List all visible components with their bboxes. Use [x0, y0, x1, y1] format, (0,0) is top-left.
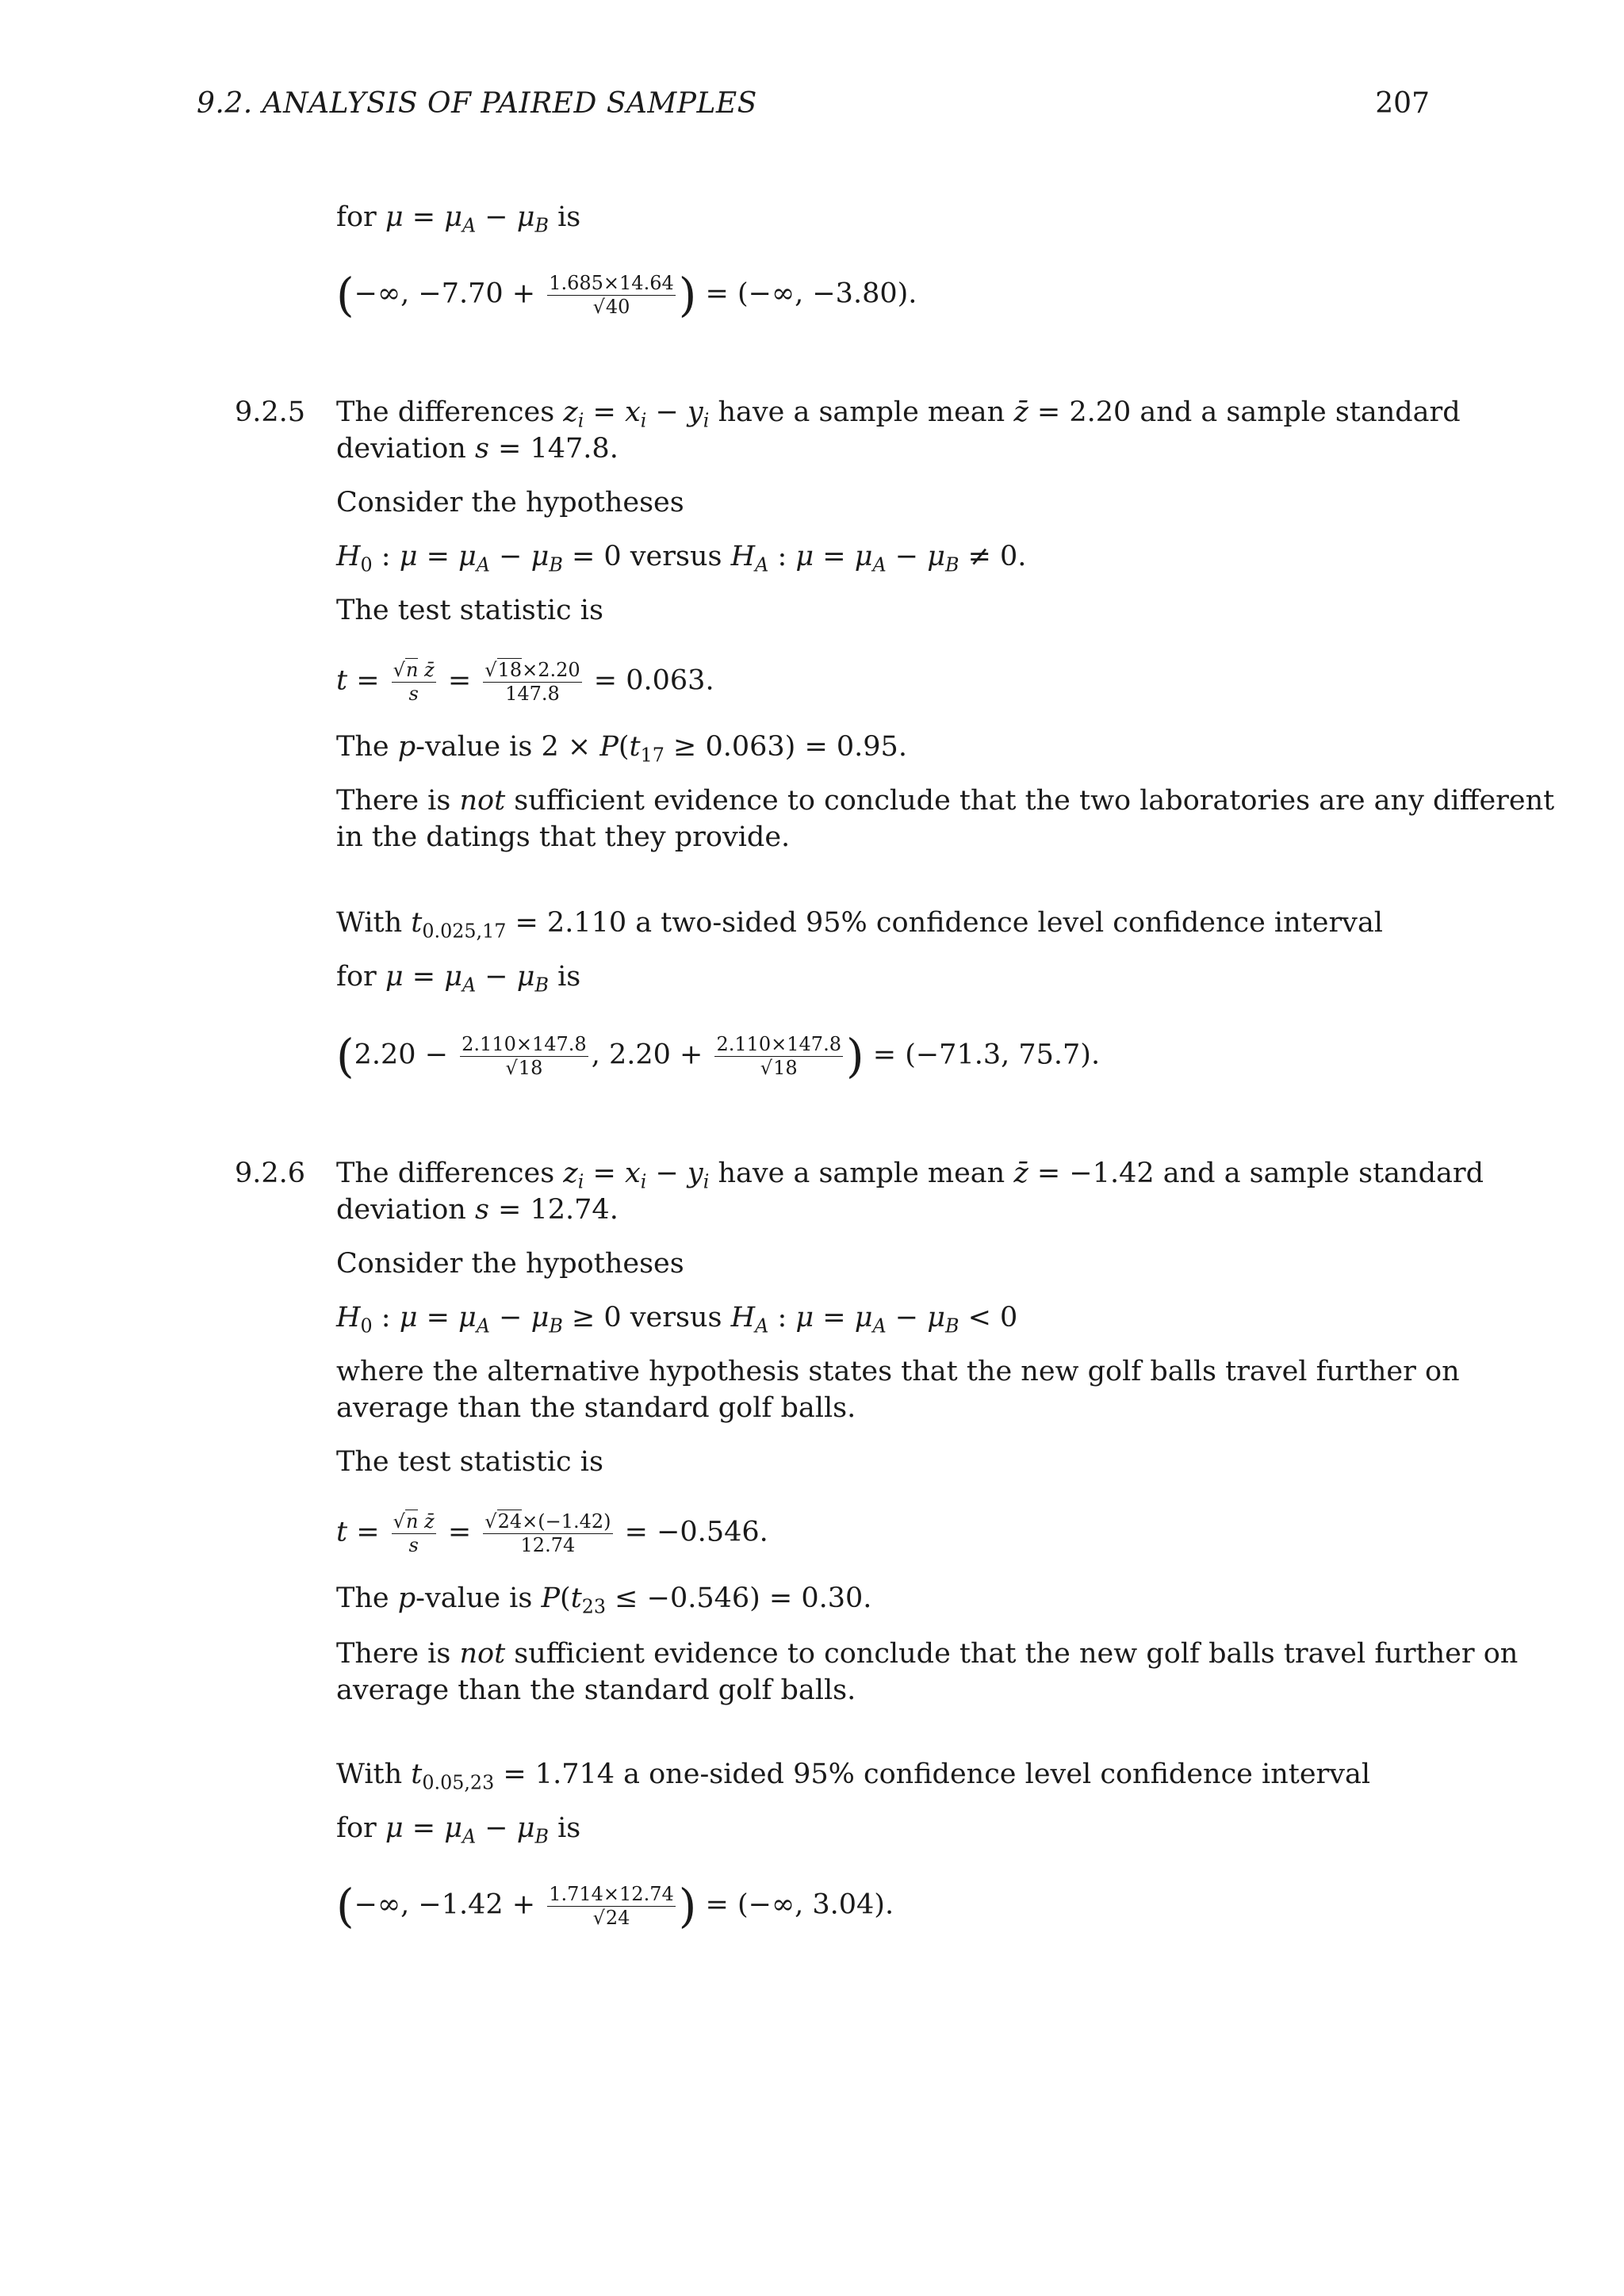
p-value-line: The p-value is $2 \times P(t_{17} \ge 0.063) = 0.95$.: [336, 731, 907, 767]
paragraph-line: deviation s = 147.8.: [336, 433, 619, 465]
for-mu-line: for $\mu = \mu_A - \mu_B$ is: [336, 201, 581, 237]
paragraph-line: Consider the hypotheses: [336, 487, 684, 519]
test-statistic: t = $\frac{\text{√n z̄}}{s}$ = $\frac{√24\times(-1.42)}{12.74}$ = −0.546.: [336, 1510, 768, 1556]
for-mu-line: for $\mu = \mu_A - \mu_B$ is: [336, 1812, 581, 1848]
test-statistic: t = $\frac{\text{√n z̄}}{s}$ = $\frac{√18\times 2.20}{147.8}$ = 0.063.: [336, 659, 714, 705]
paragraph-line: in the datings that they provide.: [336, 821, 791, 853]
fraction: $\frac{2.110\times 147.8}{√18}$: [462, 1033, 587, 1079]
fraction: $\frac{1.685\times 14.64}{√40}$: [549, 272, 674, 318]
fraction: $\frac{√18\times 2.20}{147.8}$: [485, 659, 580, 705]
hypotheses: $H_0$ : $\mu = \mu_A - \mu_B \ge 0$ versus $H_A$ : $\mu = \mu_A - \mu_B < 0$: [336, 1302, 1018, 1337]
paragraph-line: With $t_{0.05,23} = 1.714$ a one-sided 95% confidence level confidence interval: [336, 1758, 1371, 1794]
running-title: 9.2. ANALYSIS OF PAIRED SAMPLES: [197, 87, 757, 120]
hypotheses: $H_0$ : $\mu = \mu_A - \mu_B = 0$ versus $H_A$ : $\mu = \mu_A - \mu_B \ne 0$.: [336, 541, 1027, 576]
confidence-interval: (2.20 − $\frac{2.110\times 147.8}{√18}$ , 2.20 + $\frac{2.110\times 147.8}{√18}$ ) = (−71.3, 75.7).: [336, 1029, 1101, 1083]
paragraph-line: There is not sufficient evidence to conclude that the two laboratories are any different: [336, 785, 1555, 817]
paragraph-line: With $t_{0.025,17} = 2.110$ a two-sided 95% confidence level confidence interval: [336, 907, 1384, 943]
fraction: $\frac{2.110\times 147.8}{√18}$: [716, 1033, 841, 1079]
fraction: $\frac{\text{√n z̄}}{s}$: [393, 659, 435, 705]
paragraph-line: The differences $z_i = x_i - y_i$ have a sample mean z̄ = −1.42 and a sample standard: [336, 1158, 1484, 1193]
fraction: $\frac{1.714\times 12.74}{√24}$: [549, 1883, 674, 1929]
paragraph-line: average than the standard golf balls.: [336, 1392, 856, 1424]
paragraph-line: deviation s = 12.74.: [336, 1194, 619, 1226]
fraction: $\frac{√24\times(-1.42)}{12.74}$: [485, 1510, 611, 1556]
confidence-interval: (−∞, −7.70 + $\frac{1.685\times 14.64}{√40}$ ) = (−∞, −3.80).: [336, 268, 917, 322]
paragraph-line: There is not sufficient evidence to conclude that the new golf balls travel further on: [336, 1638, 1519, 1670]
exercise-number: 9.2.6: [235, 1158, 306, 1189]
fraction: $\frac{\text{√n z̄}}{s}$: [393, 1510, 435, 1556]
paragraph-line: average than the standard golf balls.: [336, 1674, 856, 1706]
paragraph-line: The test statistic is: [336, 1446, 603, 1478]
paragraph-line: The differences $z_i = x_i - y_i$ have a sample mean z̄ = 2.20 and a sample standard: [336, 396, 1461, 432]
exercise-number: 9.2.5: [235, 396, 306, 428]
p-value-line: The p-value is $P(t_{23} \le -0.546) = 0.30$.: [336, 1582, 872, 1618]
paragraph-line: Consider the hypotheses: [336, 1248, 684, 1280]
for-mu-line: for $\mu = \mu_A - \mu_B$ is: [336, 961, 581, 997]
paragraph-line: The test statistic is: [336, 595, 603, 626]
confidence-interval: (−∞, −1.42 + $\frac{1.714\times 12.74}{√24}$ ) = (−∞, 3.04).: [336, 1879, 894, 1933]
page-number: 207: [1375, 87, 1430, 120]
running-header: [197, 87, 1430, 132]
paragraph-line: where the alternative hypothesis states that the new golf balls travel further on: [336, 1356, 1460, 1387]
